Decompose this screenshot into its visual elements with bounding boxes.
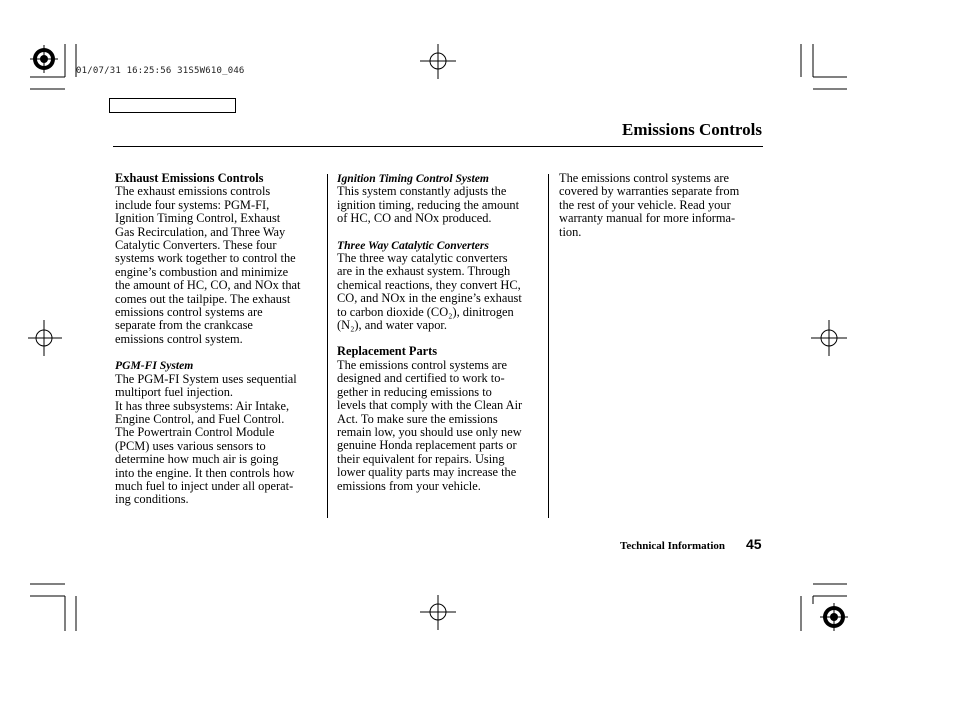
body-paragraph: The three way catalytic converters are in the exhaust system. Through chemical reactions, they convert HC, CO, and NOx in the engine’s exhaust to carbon dioxide (CO₂), dinitrogen (N₂), and water vapor. xyxy=(337,251,522,333)
page-number: 45 xyxy=(746,536,762,552)
body-paragraph: The emissions control systems are covered by warranties separate from the rest of your vehicle. Read your warranty manual for more informa- tion. xyxy=(559,171,740,239)
body-paragraph: The PGM-FI System uses sequential multiport fuel injection. It has three subsystems: Air Intake, Engine Control, and Fuel Control. The Powertrain Control Module (PCM) uses various sensors to determine how much air is going into the engine. It then controls how much fuel to inject under all operat- ing conditions. xyxy=(115,371,297,507)
text-column-1 xyxy=(115,172,321,507)
registration-crosshair-top xyxy=(420,44,456,79)
section-heading: Ignition Timing Control System xyxy=(337,172,489,185)
page-title: Emissions Controls xyxy=(622,120,762,139)
registration-crosshair-right xyxy=(811,320,847,356)
body-paragraph: The exhaust emissions controls include four systems: PGM-FI, Ignition Timing Control, Exhaust Gas Recirculation, and Three Way Catalytic Converters. These four systems work together to control the engine’s combustion and minimize the amount of HC, CO, and NOx that comes out the tailpipe. The exhaust emissions control systems are separate from the crankcase emissions control system. xyxy=(115,184,301,346)
column-divider-1 xyxy=(327,174,328,518)
footer-section-label: Technical Information xyxy=(620,540,726,552)
print-stamp: 01/07/31 16:25:56 31S5W610_046 xyxy=(76,66,245,76)
section-heading: Replacement Parts xyxy=(337,344,438,359)
registration-crosshair-bottom xyxy=(420,595,456,630)
starburst-target-bottom-right xyxy=(820,603,848,631)
section-heading: PGM-FI System xyxy=(115,359,194,373)
section-heading: Exhaust Emissions Controls xyxy=(115,171,264,185)
body-paragraph: The emissions control systems are designed and certified to work to- gether in reducing emissions to levels that comply with the Clean Air Act. To make sure the emissions remain low, you should use only new genuine Honda replacement parts or their equivalent for repairs. Using lower quality parts may increase the emissions from your vehicle. xyxy=(337,357,523,493)
section-heading: Three Way Catalytic Converters xyxy=(337,238,489,252)
section-tab-box xyxy=(109,98,236,113)
registration-crosshair-left xyxy=(28,320,62,356)
starburst-target-top-left xyxy=(30,45,58,73)
text-column-2 xyxy=(337,172,543,493)
text-column-3 xyxy=(559,172,763,239)
body-paragraph: This system constantly adjusts the ignition timing, reducing the amount of HC, CO and NOx produced. xyxy=(337,184,520,226)
paragraph-spacer xyxy=(337,226,543,239)
paragraph-spacer xyxy=(115,346,321,359)
corner-crop-mark-bottom-left xyxy=(30,584,76,631)
corner-crop-mark-top-right xyxy=(801,44,847,89)
column-divider-2 xyxy=(548,174,549,518)
header-rule xyxy=(113,146,763,147)
